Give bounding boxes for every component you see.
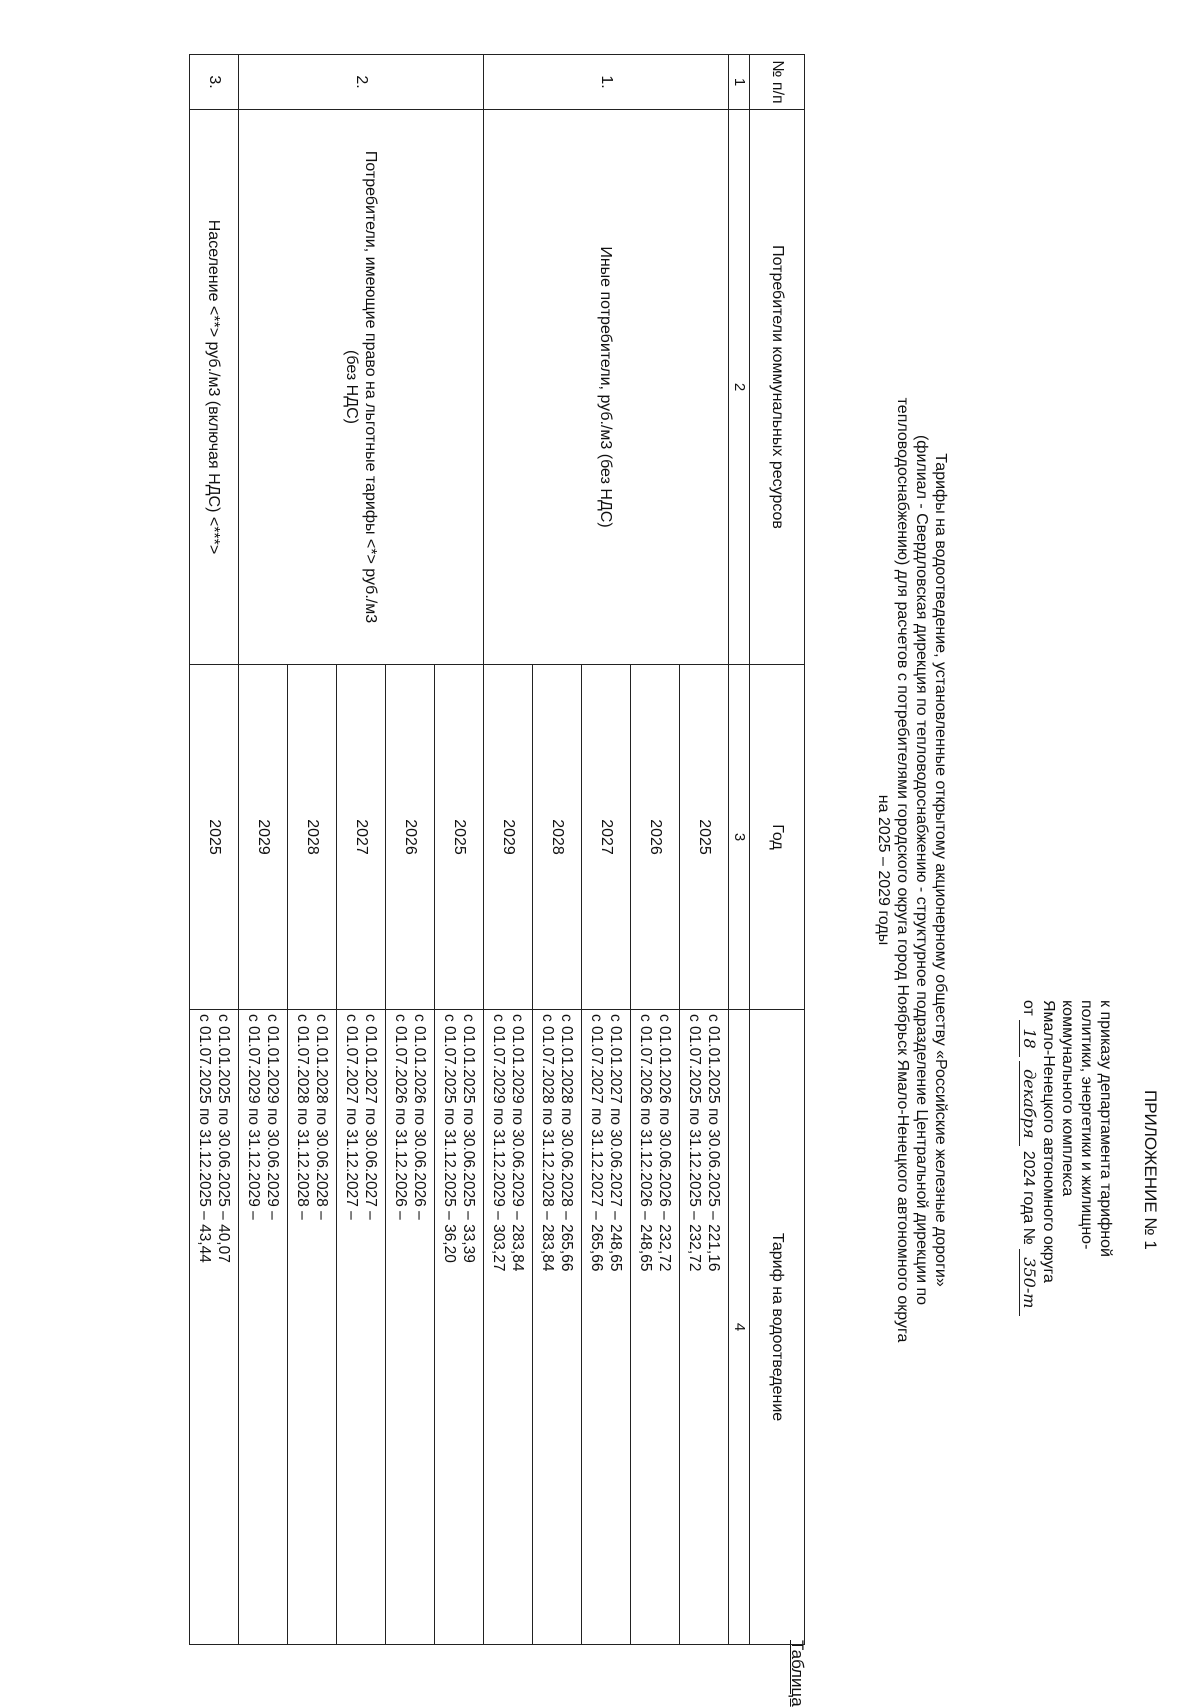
tariff-period: с 01.01.2025 по 30.06.2025 – 33,39 <box>460 1014 477 1263</box>
tariff-cell <box>582 1010 631 1645</box>
order-from-label: от <box>1020 1000 1037 1016</box>
order-date-line <box>1019 1000 1039 1460</box>
tariff-table <box>189 54 805 1645</box>
order-month-handwritten: декабря <box>1019 1061 1039 1146</box>
order-line: Ямало-Ненецкого автономного округа <box>1040 1000 1057 1283</box>
column-number: 3 <box>729 665 750 1010</box>
tariff-cell <box>631 1010 680 1645</box>
tariff-cell <box>386 1010 435 1645</box>
year-cell: 2027 <box>582 665 631 1010</box>
tariff-period: с 01.07.2026 по 31.12.2026 – <box>392 1014 409 1220</box>
year-cell: 2029 <box>239 665 288 1010</box>
tariff-period: с 01.07.2029 по 31.12.2029 – 303,27 <box>490 1014 507 1272</box>
tariff-period: с 01.01.2027 по 30.06.2027 – <box>362 1014 379 1220</box>
title-line: на 2025 – 2029 годы <box>875 794 892 946</box>
tariff-period: с 01.07.2025 по 31.12.2025 – 43,44 <box>196 1014 213 1263</box>
tariff-cell <box>239 1010 288 1645</box>
tariff-cell <box>190 1010 239 1645</box>
document-title <box>874 120 950 1620</box>
tariff-cell <box>288 1010 337 1645</box>
tariff-cell <box>337 1010 386 1645</box>
tariff-period: с 01.01.2028 по 30.06.2028 – 265,66 <box>558 1014 575 1272</box>
tariff-period: с 01.07.2029 по 31.12.2029 – <box>245 1014 262 1220</box>
tariff-period: с 01.01.2025 по 30.06.2025 – 40,07 <box>215 1014 232 1263</box>
consumer-category: Население <**> руб./м3 (включая НДС) <***> <box>190 110 239 665</box>
column-number: 1 <box>729 55 750 110</box>
tariff-period: с 01.01.2029 по 30.06.2029 – <box>264 1014 281 1220</box>
group-number: 1. <box>484 55 729 110</box>
tariff-cell <box>680 1010 729 1645</box>
year-cell: 2026 <box>386 665 435 1010</box>
header-consumers: Потребители коммунальных ресурсов <box>750 110 805 665</box>
tariff-period: с 01.01.2027 по 30.06.2027 – 248,65 <box>607 1014 624 1272</box>
table-row <box>680 55 729 1645</box>
tariff-period: с 01.01.2025 по 30.06.2025 – 221,16 <box>705 1014 722 1272</box>
group-number: 3. <box>190 55 239 110</box>
title-line: тепловодоснабжению) для расчетов с потребителями городского округа город Ноябрьск Ямало-Ненецкого автономного округа <box>894 397 911 1343</box>
consumer-category: Иные потребители, руб./м3 (без НДС) <box>484 110 729 665</box>
year-cell: 2025 <box>680 665 729 1010</box>
tariff-period: с 01.01.2026 по 30.06.2026 – 232,72 <box>656 1014 673 1272</box>
order-line: политики, энергетики и жилищно- <box>1078 1000 1095 1250</box>
tariff-cell <box>435 1010 484 1645</box>
tariff-cell <box>484 1010 533 1645</box>
tariff-period: с 01.07.2027 по 31.12.2027 – 265,66 <box>588 1014 605 1272</box>
order-reference <box>1019 1000 1115 1460</box>
title-line: (филиал - Свердловская дирекция по тепловодоснабжению - структурное подразделение Центральной дирекции по <box>913 434 930 1306</box>
column-number: 2 <box>729 110 750 665</box>
consumer-category: Потребители, имеющие право на льготные тарифы <*> руб./м3 (без НДС) <box>239 110 484 665</box>
table-row <box>190 55 239 1645</box>
column-number: 4 <box>729 1010 750 1645</box>
order-line: коммунального комплекса <box>1059 1000 1076 1197</box>
year-cell: 2026 <box>631 665 680 1010</box>
order-day-handwritten: 18 <box>1019 1020 1039 1056</box>
header-num: № п/п <box>750 55 805 110</box>
tariff-period: с 01.07.2027 по 31.12.2027 – <box>343 1014 360 1220</box>
year-cell: 2025 <box>435 665 484 1010</box>
group-number: 2. <box>239 55 484 110</box>
tariff-period: с 01.07.2028 по 31.12.2028 – 283,84 <box>539 1014 556 1272</box>
tariff-period: с 01.01.2029 по 30.06.2029 – 283,84 <box>509 1014 526 1272</box>
table-label: Таблица <box>788 1640 807 1707</box>
tariff-period: с 01.07.2025 по 31.12.2025 – 232,72 <box>686 1014 703 1272</box>
year-cell: 2029 <box>484 665 533 1010</box>
year-cell: 2027 <box>337 665 386 1010</box>
tariff-period: с 01.07.2028 по 31.12.2028 – <box>294 1014 311 1220</box>
year-cell: 2028 <box>533 665 582 1010</box>
title-line: Тарифы на водоотведение, установленные открытому акционерному обществу «Российские железные дороги» <box>932 453 949 1287</box>
year-cell: 2025 <box>190 665 239 1010</box>
table-header-row <box>750 55 805 1645</box>
tariff-cell <box>533 1010 582 1645</box>
tariff-period: с 01.07.2026 по 31.12.2026 – 248,65 <box>637 1014 654 1272</box>
appendix-heading: ПРИЛОЖЕНИЕ № 1 <box>1141 1090 1160 1250</box>
tariff-period: с 01.01.2026 по 30.06.2026 – <box>411 1014 428 1220</box>
header-tariff: Тариф на водоотведение <box>750 1010 805 1645</box>
column-number-row <box>729 55 750 1645</box>
order-line: к приказу департамента тарифной <box>1097 1000 1114 1257</box>
table-row <box>435 55 484 1645</box>
tariff-period: с 01.01.2028 по 30.06.2028 – <box>313 1014 330 1220</box>
year-cell: 2028 <box>288 665 337 1010</box>
tariff-period: с 01.07.2025 по 31.12.2025 – 36,20 <box>441 1014 458 1263</box>
order-number-handwritten: 350-т <box>1019 1249 1039 1316</box>
header-year: Год <box>750 665 805 1010</box>
order-year-label: 2024 года № <box>1020 1150 1037 1245</box>
